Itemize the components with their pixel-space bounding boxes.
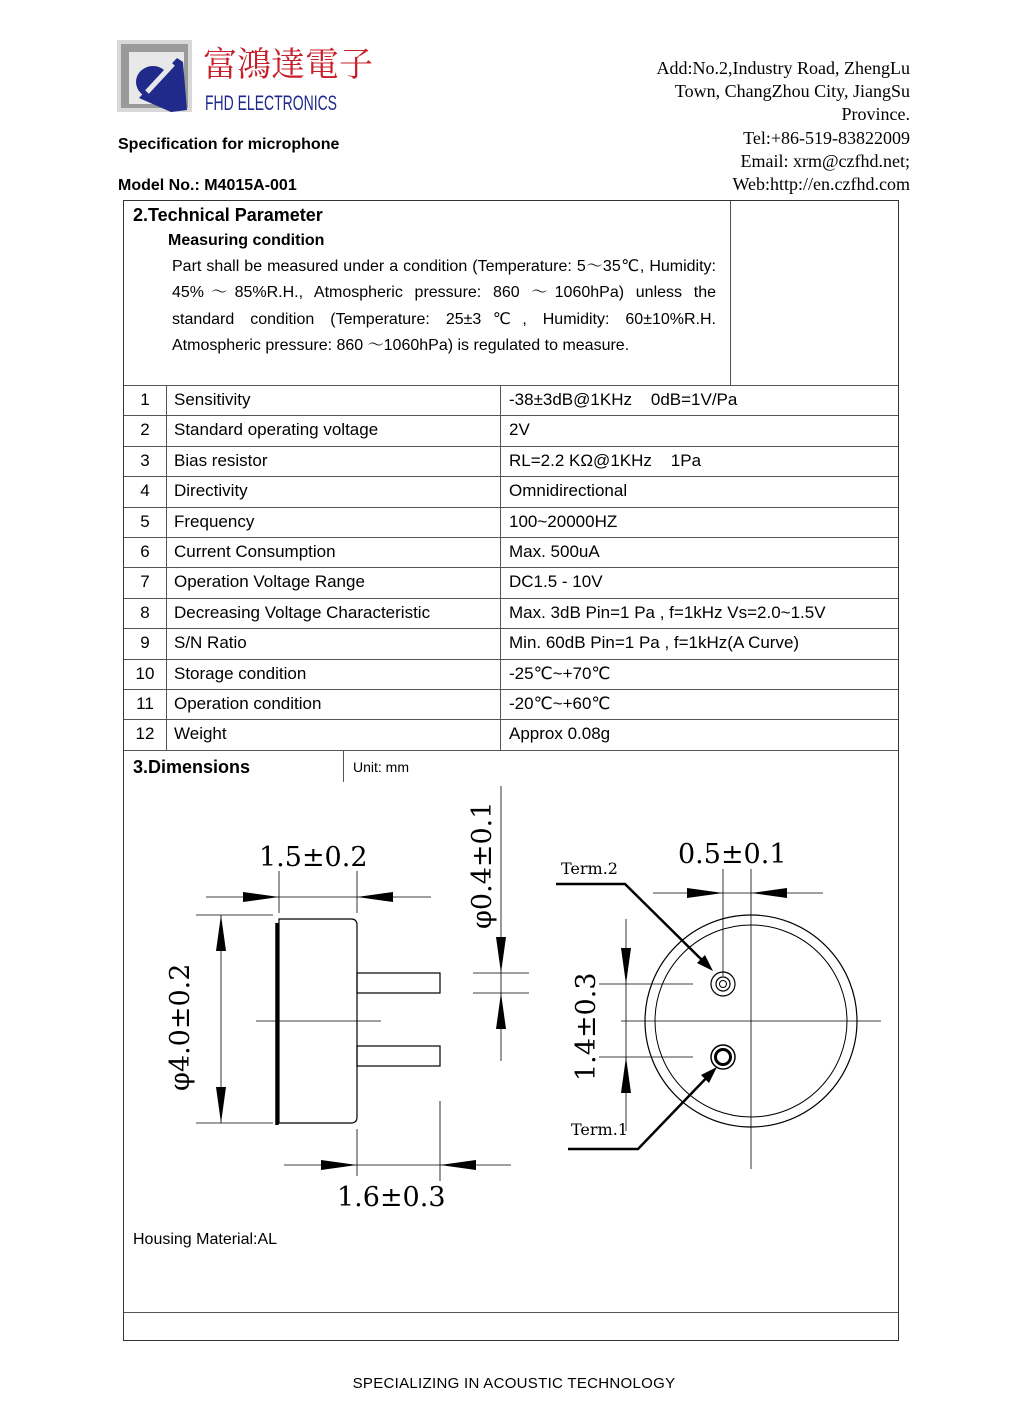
dimension-drawing: [124, 771, 897, 1271]
footer-tagline: SPECIALIZING IN ACOUSTIC TECHNOLOGY: [352, 1375, 676, 1392]
term1-label: Term.1: [571, 1120, 628, 1139]
table-row: [124, 567, 898, 597]
dim-pin-spacing: 1.4±0.3: [571, 972, 602, 1081]
param-value: -25℃~+70℃: [509, 663, 611, 683]
param-value: RL=2.2 KΩ@1KHz 1Pa: [509, 450, 702, 470]
dimensions-section-title: 3.Dimensions: [133, 757, 251, 777]
param-value: -38±3dB@1KHz 0dB=1V/Pa: [509, 390, 738, 409]
param-value: -20℃~+60℃: [509, 694, 611, 713]
param-name: Frequency: [174, 511, 255, 531]
spec-table: [123, 200, 899, 1341]
table-row: [124, 476, 898, 506]
row-number: 8: [140, 602, 150, 622]
row-number: 5: [140, 511, 150, 531]
param-name: Current Consumption: [174, 542, 336, 561]
param-value: 100~20000HZ: [509, 511, 618, 531]
col-divider: [500, 385, 501, 750]
unit-label: Unit: mm: [353, 759, 409, 775]
term2-label: Term.2: [561, 859, 618, 878]
phone: Tel:+86-519-83822009: [743, 127, 910, 148]
param-name: Decreasing Voltage Characteristic: [174, 602, 431, 622]
bottom-divider: [124, 1312, 898, 1313]
row-divider: [124, 719, 898, 720]
row-number: 7: [140, 572, 150, 592]
param-value: Min. 60dB Pin=1 Pa , f=1kHz(A Curve): [509, 633, 800, 653]
row-divider: [124, 628, 898, 629]
row-divider: [124, 476, 898, 477]
row-divider: [124, 446, 898, 447]
col-divider: [166, 385, 167, 750]
row-divider: [124, 385, 898, 386]
param-name: Weight: [174, 724, 227, 744]
param-name: Storage condition: [174, 663, 307, 683]
company-address: [657, 57, 910, 196]
dim-thickness: 1.5±0.2: [259, 842, 368, 873]
address-line: Town, ChangZhou City, JiangSu: [674, 81, 910, 102]
row-number: 6: [140, 542, 150, 561]
housing-material: Housing Material:AL: [133, 1231, 278, 1248]
dim-pin-gap: 0.5±0.1: [678, 839, 787, 870]
table-row: [124, 659, 898, 689]
table-row: [124, 689, 898, 719]
param-name: Bias resistor: [174, 450, 268, 470]
param-name: Directivity: [174, 481, 248, 501]
row-divider: [124, 689, 898, 690]
param-value: Approx 0.08g: [509, 724, 611, 744]
dim-pin-diameter: φ0.4±0.1: [467, 801, 498, 929]
row-divider: [124, 507, 898, 508]
table-row: [124, 446, 898, 476]
table-row: [124, 415, 898, 445]
row-number: 10: [135, 663, 155, 683]
param-name: S/N Ratio: [174, 633, 247, 653]
row-number: 2: [140, 420, 150, 440]
dim-diameter: φ4.0±0.2: [165, 963, 196, 1091]
logo-graphic: [117, 38, 373, 118]
row-divider: [124, 415, 898, 416]
row-number: 11: [136, 694, 154, 713]
param-name: Standard operating voltage: [174, 420, 379, 440]
param-name: Sensitivity: [174, 390, 251, 409]
row-divider: [124, 598, 898, 599]
table-row: [124, 537, 898, 567]
param-value: Max. 500uA: [509, 542, 600, 561]
document-title: Specification for microphone: [118, 136, 340, 153]
param-value: DC1.5 - 10V: [509, 572, 603, 592]
param-name: Operation Voltage Range: [174, 572, 365, 592]
row-number: 1: [140, 390, 150, 409]
technical-section-title: 2.Technical Parameter: [133, 205, 323, 225]
param-value: Max. 3dB Pin=1 Pa , f=1kHz Vs=2.0~1.5V: [509, 602, 826, 622]
pin-upper: [357, 973, 440, 993]
website: Web:http://en.czfhd.com: [732, 174, 910, 195]
dim-overall-length: 1.6±0.3: [337, 1182, 446, 1213]
pin-lower: [357, 1046, 440, 1066]
table-row: [124, 507, 898, 537]
address-line: Province.: [841, 104, 910, 125]
row-number: 12: [135, 724, 155, 744]
row-divider: [124, 750, 898, 751]
term2-leader: [556, 884, 709, 967]
address-line: Add:No.2,Industry Road, ZhengLu: [656, 58, 910, 78]
param-value: Omnidirectional: [509, 481, 628, 501]
table-row: [124, 598, 898, 628]
row-number: 3: [140, 450, 150, 470]
divider: [730, 201, 731, 385]
company-english-name: FHD ELECTRONICS: [205, 92, 337, 115]
email: Email: xrm@czfhd.net;: [740, 150, 910, 171]
row-divider: [124, 659, 898, 660]
row-number: 9: [140, 633, 150, 653]
param-name: Operation condition: [174, 694, 322, 713]
param-value: 2V: [509, 420, 530, 440]
model-number: Model No.: M4015A-001: [118, 177, 297, 194]
row-divider: [124, 567, 898, 568]
row-divider: [124, 537, 898, 538]
measuring-condition-text: Part shall be measured under a condition (Temperature: 5～35℃, Humidity: 45%～85%R.H., Atmospheric pressure: 860 ～1060hPa) unless the standard condition (Temperature: 25±3℃, Humidity: 60±10%R.H. Atmospheric pressure: 860 ～1060hPa) is regulated to measure.: [172, 258, 716, 354]
company-chinese-name: 富鴻達電子: [203, 45, 373, 85]
table-row: [124, 628, 898, 658]
table-row: [124, 385, 898, 415]
row-number: 4: [140, 481, 150, 501]
company-logo: [117, 38, 373, 118]
measuring-condition-title: Measuring condition: [168, 232, 325, 249]
table-row: [124, 719, 898, 749]
